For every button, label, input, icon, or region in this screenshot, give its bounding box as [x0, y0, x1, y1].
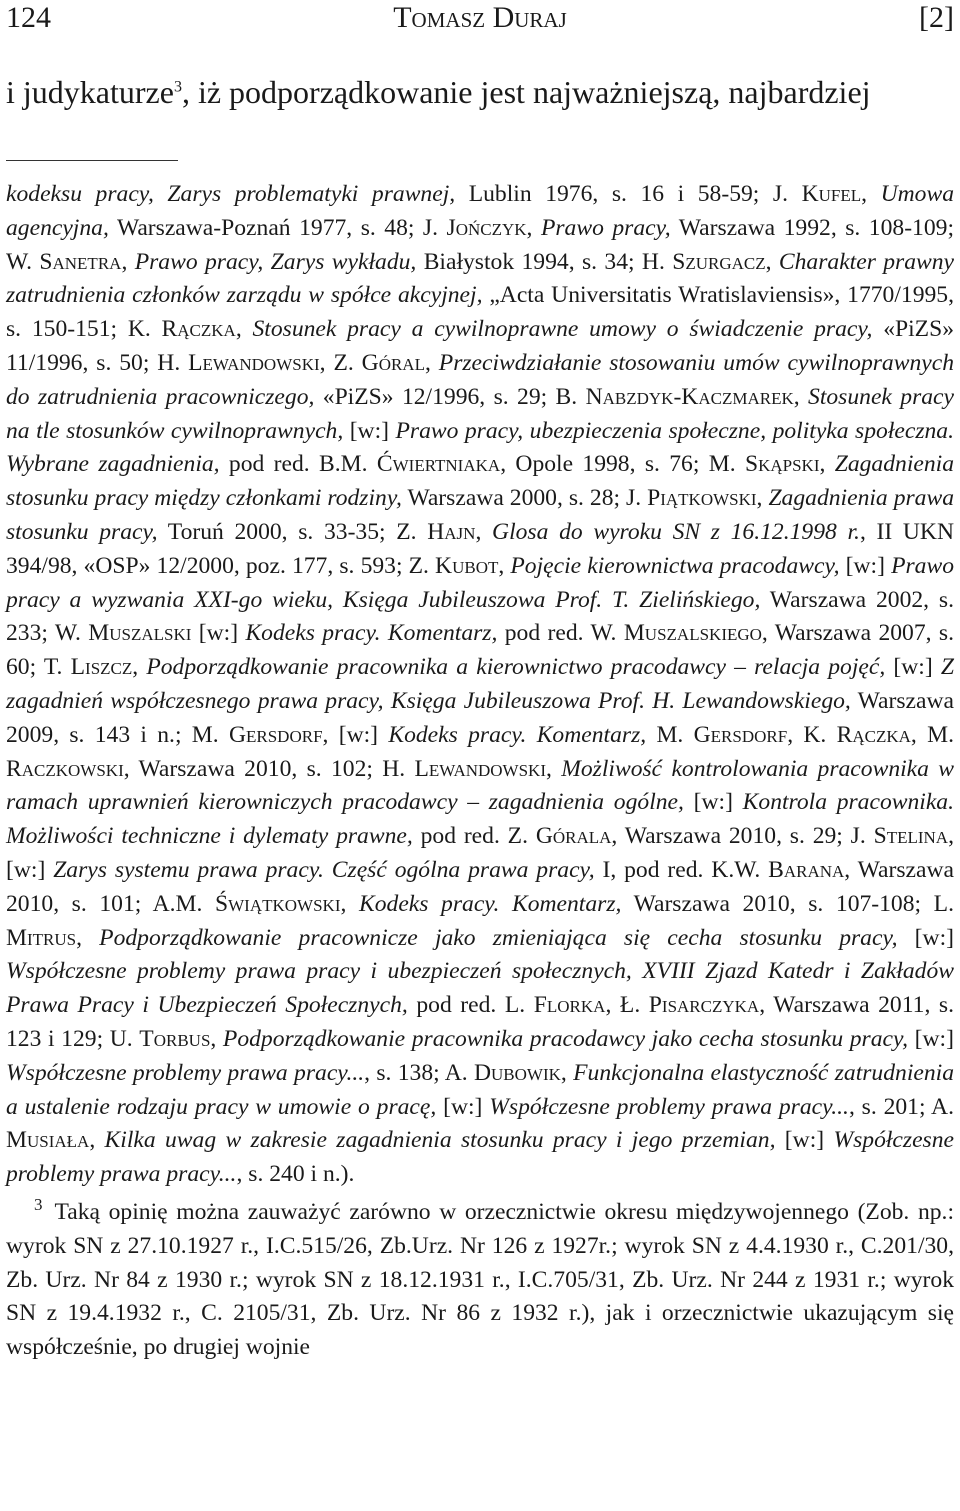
- citation-text: ,: [819, 451, 835, 478]
- citation-text: , M.: [910, 721, 954, 748]
- citation-text: pod red. W.: [497, 620, 624, 647]
- citation-text: [w:]: [885, 654, 941, 681]
- citation-text: , Warszawa 2010, s. 29; J.: [611, 823, 874, 850]
- author-name: Musiała: [6, 1127, 90, 1154]
- citation-text: ,: [210, 1025, 223, 1052]
- citation-text: [w:]: [775, 1127, 834, 1154]
- author-name: Raczkowski: [6, 755, 124, 782]
- running-head-author: Tomasz Duraj: [393, 1, 567, 34]
- author-name: Barana: [768, 856, 845, 883]
- citation-title: Prawo pracy,: [540, 214, 671, 241]
- citation-text: «PiZS» 12/1996, s. 29; B.: [314, 383, 586, 410]
- citation-title: Charakter prawny zatrudnienia członków zarządu w spółce akcyjnej,: [6, 248, 955, 309]
- citation-text: [w:]: [436, 1093, 490, 1120]
- citation-text: , Warszawa 2007, s. 60; T.: [6, 620, 954, 681]
- footnote-separator: [6, 160, 178, 161]
- citation-text: pod red. B.M.: [219, 451, 377, 478]
- citation-text: Warszawa 2010, s. 107-108; L.: [621, 890, 954, 917]
- citation-text: , [w:]: [322, 721, 389, 748]
- citation-title: Glosa do wyroku SN z 16.12.1998 r.: [492, 518, 860, 545]
- citation-text: [w:]: [839, 552, 892, 579]
- citation-text: ,: [76, 924, 100, 951]
- author-name: Rączka: [836, 721, 911, 748]
- author-name: Rączka: [161, 316, 236, 343]
- citation-title: Podporządkowanie pracownicze jako zmieniająca się cecha stosunku pracy,: [99, 924, 898, 951]
- page-number: 124: [6, 1, 51, 34]
- citation-text: , s. 240 i n.).: [236, 1161, 355, 1188]
- citation-title: Kodeks pracy. Komentarz,: [388, 721, 647, 748]
- author-name: Hajn: [427, 518, 476, 545]
- citation-text: ,: [132, 654, 147, 681]
- citation-title: Pojęcie kierownictwa pracodawcy,: [510, 552, 840, 579]
- citation-text: „Acta Universitatis Wratislaviensis», 1770/1995, s. 150-151; K.: [6, 282, 954, 343]
- citation-title: Kodeks pracy. Komentarz,: [245, 620, 498, 647]
- author-name: Kufel: [801, 181, 862, 207]
- citation-title: Prawo pracy, Zarys wykładu,: [134, 248, 417, 275]
- citation-title: Współczesne problemy prawa pracy i ubezpieczeń społecznych, XVIII Zjazd Katedr i Zakładów Prawa Pracy i Ubezpieczeń Społecznych,: [6, 958, 954, 1019]
- citation-title: Współczesne problemy prawa pracy...: [489, 1093, 849, 1120]
- citation-text: , Opole 1998, s. 76; M.: [500, 451, 745, 478]
- citation-text: [w:]: [683, 789, 743, 816]
- citation-text: Toruń 2000, s. 33-35; Z.: [157, 518, 428, 545]
- body-text: [6, 72, 954, 112]
- citation-title: Współczesne problemy prawa pracy...: [6, 1127, 954, 1188]
- citation-title: Prawo pracy a wyzwania XXI-go wieku, Księga Jubileuszowa Prof. T. Zielińskiego,: [6, 552, 955, 613]
- section-number: [2]: [919, 1, 954, 34]
- citation-title: Z zagadnień współczesnego prawa pracy, Księga Jubileuszowa Prof. H. Lewandowskiego,: [6, 654, 955, 714]
- citation-title: Kodeks pracy. Komentarz,: [359, 890, 622, 917]
- citation-title: Umowa agencyjna,: [6, 181, 954, 241]
- citation-text: Warszawa 2000, s. 28; J.: [401, 485, 648, 512]
- footnote-3-text: Taką opinię można zauważyć zarówno w orzecznictwie okresu międzywojennego (Zob. np.: wyrok SN z 27.10.1927 r., I.C.515/26, Zb.Urz. Nr 126 z 1927r.; wyrok SN z 4.4.1930 r., C.201/30, Zb. Urz. Nr 84 z 1930 r.; wyrok SN z 18.12.1931 r., I.C.705/31, Zb. Urz. Nr 244 z 1931 r.; wyrok SN z 19.4.1932 r., C. 2105/31, Zb. Urz. Nr 86 z 1932 r.), jak i orzecznictwie ukazującym się współcześnie, po drugiej wojnie: [6, 1198, 954, 1361]
- body-text-end: , iż podporządkowanie jest najważniejszą, najbardziej: [181, 74, 871, 110]
- author-name: Muszalskiego: [623, 620, 762, 647]
- citation-title: Zagadnienia stosunku pracy między członkami rodziny,: [6, 451, 955, 512]
- citation-text: [w:]: [191, 620, 246, 647]
- citation-text: , Z.: [319, 349, 362, 376]
- citation-title: Możliwość kontrolowania pracownika w ramach uprawnień kierowniczych pracodawcy – zagadnienia ogólne,: [6, 755, 954, 816]
- citation-title: Zarys systemu prawa pracy. Część ogólna prawa pracy,: [53, 856, 595, 883]
- citation-title: Przeciwdziałanie stosowaniu umów cywilnoprawnych do zatrudnienia pracowniczego,: [6, 349, 954, 410]
- citation-text: Warszawa 1992, s. 108-109; W.: [6, 214, 955, 275]
- author-name: Gersdorf: [228, 721, 323, 748]
- author-name: Gersdorf: [693, 721, 788, 748]
- citation-text: , K.: [787, 721, 837, 748]
- citation-text: ,: [89, 1127, 105, 1154]
- author-name: Lewandowski: [414, 755, 546, 782]
- author-name: Nabzdyk-Kaczmarek: [585, 383, 794, 410]
- citation-text: ,: [526, 214, 541, 241]
- citation-text: Białystok 1994, s. 34; H.: [416, 248, 673, 275]
- citation-text: [w:]: [908, 1025, 954, 1052]
- citation-text: , Ł.: [605, 992, 649, 1019]
- author-name: Muszalski: [88, 620, 192, 647]
- author-name: Jończyk: [446, 214, 527, 241]
- author-name: Florka: [533, 992, 606, 1019]
- author-name: Pisarczyka: [648, 992, 760, 1019]
- author-name: Sanetra: [39, 248, 122, 275]
- citation-text: «PiZS» 11/1996, s. 50; H.: [6, 316, 955, 376]
- author-name: Góral: [361, 349, 425, 376]
- citation-text: ,: [546, 755, 562, 782]
- citation-text: , [w:]: [6, 823, 954, 883]
- author-name: Szurgacz: [672, 248, 766, 275]
- footnotes: [6, 178, 954, 1365]
- footnote-reference: 3: [173, 78, 182, 96]
- citation-text: ,: [560, 1059, 574, 1086]
- citation-text: ,: [861, 181, 881, 207]
- citation-text: , II UKN 394/98, «OSP» 12/2000, poz. 177, s. 593; Z.: [6, 518, 954, 579]
- author-name: Górala: [535, 823, 612, 850]
- citation-text: ,: [793, 383, 809, 410]
- author-name: Świątkowski: [215, 890, 341, 917]
- citation-text: Warszawa-Poznań 1977, s. 48; J.: [108, 214, 447, 241]
- footnote-continuation: [6, 178, 954, 1192]
- citation-text: [w:]: [897, 924, 954, 951]
- citation-text: Lublin 1976, s. 16 i 58-59; J.: [455, 181, 802, 207]
- author-name: Kubot: [435, 552, 499, 579]
- citation-title: kodeksu pracy, Zarys problematyki prawnej,: [6, 181, 456, 207]
- author-name: Skąpski: [744, 451, 820, 478]
- author-name: Lewandowski: [188, 349, 320, 376]
- citation-text: , Warszawa 2011, s. 123 i 129; U.: [6, 992, 954, 1052]
- citation-text: ,: [498, 552, 511, 579]
- citation-title: Funkcjonalna elastyczność zatrudnienia a ustalenie rodzaju pracy w umowie o pracę,: [6, 1059, 954, 1120]
- citation-title: Współczesne problemy prawa pracy...: [6, 1059, 365, 1086]
- body-text-start: i judykaturze: [6, 74, 174, 110]
- citation-text: ,: [235, 316, 253, 343]
- citation-text: , s. 138; A.: [364, 1059, 474, 1086]
- citation-text: [w:]: [343, 417, 396, 444]
- citation-text: M.: [646, 721, 694, 748]
- citation-title: Podporządkowanie pracownika pracodawcy jako cecha stosunku pracy,: [222, 1025, 909, 1052]
- citation-text: pod red. Z.: [412, 823, 536, 850]
- citation-title: Podporządkowanie pracownika a kierownictwo pracodawcy – relacja pojęć,: [146, 654, 886, 681]
- citation-title: Zagadnienia prawa stosunku pracy,: [6, 485, 955, 545]
- citation-text: ,: [340, 890, 359, 917]
- author-name: Stelina: [873, 823, 949, 850]
- author-name: Piątkowski: [647, 485, 757, 512]
- author-name: Liszcz: [70, 654, 133, 681]
- footnote-3-mark: 3: [34, 1195, 43, 1215]
- citation-title: Kilka uwag w zakresie zagadnienia stosunku pracy i jego przemian,: [104, 1127, 776, 1154]
- citation-text: pod red. L.: [407, 992, 534, 1019]
- author-name: Ćwiertniaka: [376, 451, 501, 478]
- author-name: Torbus: [139, 1025, 211, 1052]
- citation-text: Warszawa 2002, s. 233; W.: [6, 586, 955, 647]
- citation-title: Prawo pracy, ubezpieczenia społeczne, polityka społeczna. Wybrane zagadnienia,: [6, 417, 954, 478]
- citation-text: , s. 201; A.: [848, 1093, 954, 1120]
- citation-text: ,: [475, 518, 493, 545]
- citation-title: Stosunek pracy a cywilnoprawne umowy o świadczenie pracy,: [252, 316, 873, 343]
- citation-text: ,: [121, 248, 135, 275]
- citation-text: ,: [424, 349, 439, 376]
- author-name: Dubowik: [473, 1059, 561, 1086]
- running-header: [6, 0, 954, 40]
- citation-text: , Warszawa 2010, s. 101; A.M.: [6, 856, 954, 917]
- citation-text: ,: [756, 485, 769, 512]
- citation-text: I, pod red. K.W.: [594, 856, 769, 883]
- citation-text: , Warszawa 2010, s. 102; H.: [123, 755, 415, 782]
- footnote-3: [6, 1196, 954, 1365]
- author-name: Mitrus: [6, 924, 77, 951]
- citation-text: ,: [765, 248, 779, 275]
- citation-title: Kontrola pracownika. Możliwości techniczne i dylematy prawne,: [6, 789, 955, 850]
- citation-text: Warszawa 2009, s. 143 i n.; M.: [6, 687, 954, 748]
- citation-title: Stosunek pracy na tle stosunków cywilnoprawnych,: [6, 383, 954, 444]
